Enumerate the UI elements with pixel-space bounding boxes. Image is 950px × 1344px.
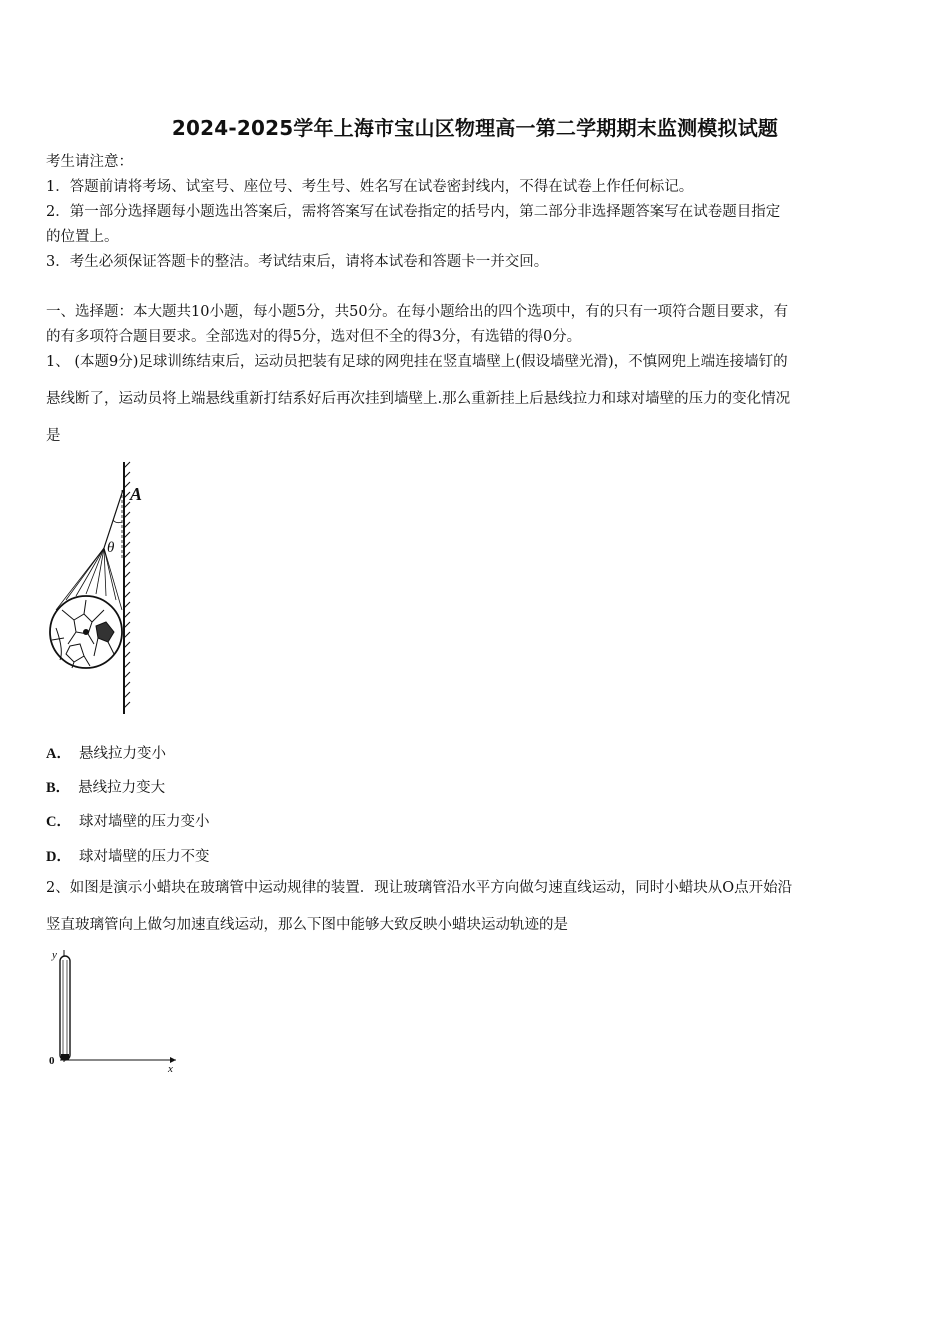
page-title: 2024-2025学年上海市宝山区物理高一第二学期期末监测模拟试题 xyxy=(171,116,779,140)
notice-item-2: 2．第一部分选择题每小题选出答案后，需将答案写在试卷指定的括号内，第二部分非选择题答案写在试卷题目指定 xyxy=(46,204,781,220)
q1-option-d[interactable] xyxy=(46,845,209,866)
q1-text-line-3: 是 xyxy=(46,428,61,444)
q2-text-line-1: 2、如图是演示小蜡块在玻璃管中运动规律的装置．现让玻璃管沿水平方向做匀速直线运动，同时小蜡块从O点开始沿 xyxy=(46,880,793,896)
q1-text-line-2: 悬线断了，运动员将上端悬线重新打结系好后再次挂到墙壁上.那么重新挂上后悬线拉力和球对墙壁的压力的变化情况 xyxy=(46,391,791,407)
point-a-label: A xyxy=(130,484,143,504)
q1-option-b[interactable] xyxy=(46,776,165,797)
option-text: 悬线拉力变小 xyxy=(78,746,166,762)
q2-figure xyxy=(44,944,184,1076)
q1-option-a[interactable] xyxy=(46,742,166,763)
option-text: 球对墙壁的压力不变 xyxy=(78,849,210,865)
notice-item-2-cont: 的位置上。 xyxy=(46,229,119,245)
angle-theta-label: θ xyxy=(107,540,115,556)
net-knot xyxy=(83,629,89,635)
q2-text-line-2: 竖直玻璃管向上做匀加速直线运动，那么下图中能够大致反映小蜡块运动轨迹的是 xyxy=(46,917,568,933)
option-letter: B． xyxy=(46,780,71,796)
q1-option-c[interactable] xyxy=(46,810,209,831)
notice-item-3: 3．考生必须保证答题卡的整洁。考试结束后，请将本试卷和答题卡一并交回。 xyxy=(46,254,549,270)
q1-text-line-1: 1、 (本题9分)足球训练结束后，运动员把装有足球的网兜挂在竖直墙壁上(假设墙壁光滑)，不慎网兜上端连接墙钉的 xyxy=(46,354,788,370)
option-text: 球对墙壁的压力变小 xyxy=(78,814,210,830)
section-intro-line-1: 一、选择题：本大题共10小题，每小题5分，共50分。在每小题给出的四个选项中，有的只有一项符合题目要求，有 xyxy=(46,304,789,320)
option-text: 悬线拉力变大 xyxy=(78,780,166,796)
option-letter: A． xyxy=(46,746,71,762)
y-axis-label: y xyxy=(52,949,57,961)
origin-label: 0 xyxy=(49,1055,55,1067)
wax-block xyxy=(61,1054,69,1060)
section-intro-line-2: 的有多项符合题目要求。全部选对的得5分，选对但不全的得3分，有选错的得0分。 xyxy=(46,329,582,345)
q1-figure xyxy=(44,460,164,720)
glass-tube xyxy=(60,956,70,1060)
notice-heading: 考生请注意： xyxy=(46,154,133,170)
notice-item-1: 1．答题前请将考场、试室号、座位号、考生号、姓名写在试卷密封线内，不得在试卷上作任何标记。 xyxy=(46,179,694,195)
x-axis-label: x xyxy=(168,1063,173,1075)
option-letter: D． xyxy=(46,849,71,865)
option-letter: C． xyxy=(46,814,71,830)
